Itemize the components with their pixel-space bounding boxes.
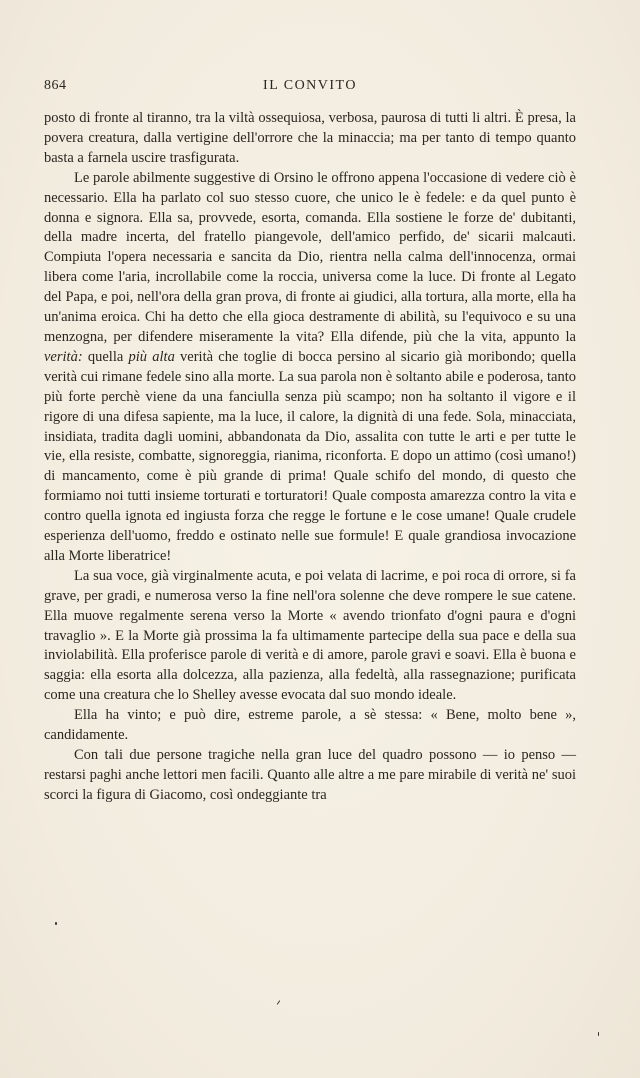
paper-speck [598, 1032, 599, 1036]
page-number: 864 [44, 78, 67, 93]
paragraph-persone-tragiche: Con tali due persone tragiche nella gran luce del quadro possono — io penso — restarsi paghi anche lettori men facili. Quanto alle altre a me pare mirabile di verità ne' suoi scorci la figura di Giacomo, così ondeggiante tra [44, 747, 576, 803]
paragraph-text: Le parole abilmente suggestive di Orsino le offrono appena l'occasione di vedere ciò è necessario. Ella ha parlato col suo stesso cuore, che unico le è fedele: e da quel punto è donna e signora. Ella sa, provvede, esorta, comanda. Ella sostiene le forze de' dubitanti, della madre incerta, del fratello piangevole, dell'amico perfido, de' sicarii malcauti. Compiuta l'opera necessaria e sancita da Dio, rientra nella calma dell'innocenza, ormai libera come l'aria, incrollabile come la roccia, universa come la luce. Di fronte al Legato del Papa, e poi, nell'ora della gran prova, di fronte ai giudici, alla tortura, alla morte, ella ha un'anima eroica. Chi ha detto che ella gioca destramente di abilità, su l'equivoco e su una menzogna, per difendere miseramente la vita? Ella difende, più che la vita, appunto la [44, 169, 576, 345]
paragraph-voce: La sua voce, già virginalmente acuta, e poi velata di lacrime, e poi roca di orrore, si fa grave, per gradi, e numerosa verso la fine nell'ora solenne che deve rompere le sue catene. Ella muove regalmente serena verso la Morte « avendo trionfato d'ogni paura e d'ogni travaglio ». E la Morte già prossima la fa ultimamente partecipe della sua pace e della sua inviolabilità. Ella proferisce parole di verità e di amore, parole gravi e soavi. Ella è buona e saggia: ella esorta alla dolcezza, alla pazienza, alla fedeltà, alla rassegnazione; purificata come una creatura che lo Shelley avesse evocata dal suo mondo ideale. [44, 567, 576, 704]
paragraph-ha-vinto: Ella ha vinto; e può dire, estreme parole, a sè stessa: « Bene, molto bene », candidamente. [44, 707, 576, 744]
paragraph-orsino [44, 169, 576, 567]
paragraph-text: quella [87, 348, 124, 365]
italic-piu-alta: più alta [128, 348, 175, 365]
running-title: IL CONVITO [263, 78, 357, 93]
page-header [44, 78, 576, 98]
italic-verita: verità: [44, 348, 83, 365]
paper-speck [55, 922, 57, 925]
paragraph-continued: posto di fronte al tiranno, tra la viltà ossequiosa, verbosa, paurosa di tutti li altri. È presa, la povera creatura, dalla vertigine dell'orrore che la minaccia; ma per tanto di tempo quanto basta a farnela uscire trasfigurata. [44, 110, 576, 166]
body-text [44, 109, 576, 806]
paragraph-text: verità che toglie di bocca persino al sicario già moribondo; quella verità cui rimane fedele sino alla morte. La sua parola non è soltanto abile e poderosa, tanto più forte perchè viene da una fanciulla senza più scampo; non ha soltanto il vigore e il rigore di una difesa sapiente, ma la luce, il calore, la dignità di una fede. Sola, minacciata, insidiata, tradita dagli uomini, abbandonata da Dio, assalita con tutte le arti e per tutte le vie, ella resiste, combatte, signoreggia, rianima, riconforta. E dopo un attimo (così umano!) di mancamento, come è più grande di prima! Quale schifo del mondo, di questo che formiamo noi tutti insieme torturati e torturatori! Quale composta amarezza contro la vita e contro quella ignota ed ingiusta forza che regge le fortune e le cose umane! Quale crudele esperienza dell'uomo, freddo e ostinato nelle sue formule! E quale grandiosa invocazione alla Morte liberatrice! [44, 348, 577, 564]
paper-speck [277, 1000, 281, 1005]
